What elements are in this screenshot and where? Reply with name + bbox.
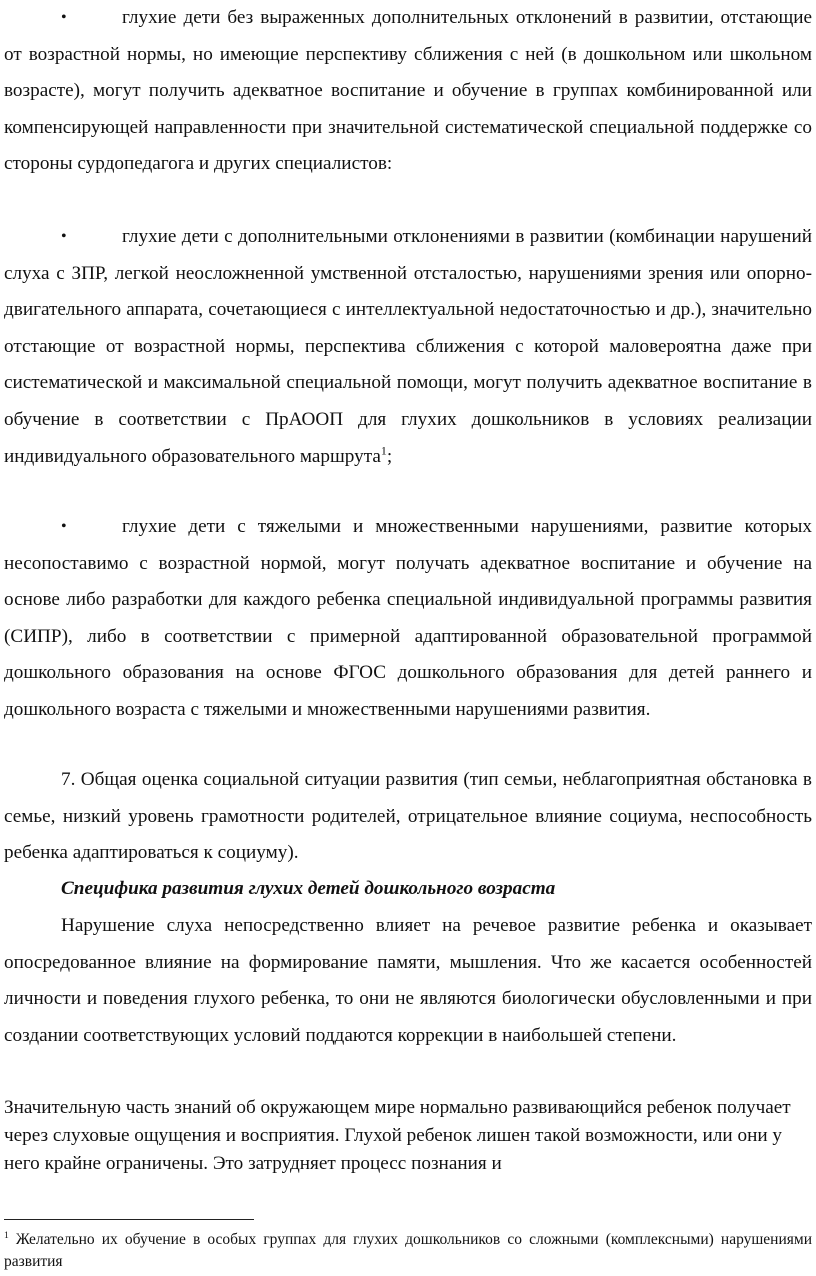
bullet-item-3: глухие дети с тяжелыми и множественными нарушениями, развитие которых несопоставимо с возрастной нормой, могут получать адекватное воспитание и обучение на основе либо разработки для каждого ребенка специальной индивидуальной программы развития (СИПР), либо в соответствии с примерной адаптированной образовательной программой дошкольного образования на основе ФГОС дошкольного образования для детей раннего и дошкольного возраста с тяжелыми и множественными нарушениями развития.	[4, 516, 812, 720]
bullet-item-2	[4, 219, 812, 475]
bullet-glyph-1: •	[61, 9, 67, 26]
body-paragraph-1: Нарушение слуха непосредственно влияет на речевое развитие ребенка и оказывает опосредованное влияние на формирование памяти, мышления. Что же касается особенностей личности и поведения глухого ребенка, то они не являются биологически обусловленными и при создании соответствующих условий поддаются коррекции в наибольшей степени.	[4, 915, 812, 1046]
footnote-separator	[4, 1219, 254, 1220]
bullet-glyph-3: •	[61, 518, 67, 535]
bullet-item-2-text: глухие дети с дополнительными отклонениями в развитии (комбинации нарушений слуха с ЗПР, легкой неосложненной умственной отсталостью, нарушениями зрения или опорно-двигательного аппарата, сочетающиеся с интеллектуальной недостаточностью и др.), значительно отстающие от возрастной нормы, перспектива сближения с которой маловероятна даже при систематической и максимальной специальной помощи, могут получить адекватное воспитание в обучение в соответствии с ПрАООП для глухих дошкольников в условиях реализации индивидуального образовательного маршрута	[4, 226, 812, 467]
bullet-item-1: глухие дети без выраженных дополнительных отклонений в развитии, отстающие от возрастной нормы, но имеющие перспективу сближения с ней (в дошкольном или школьном возрасте), могут получить адекватное воспитание и обучение в группах комбинированной или компенсирующей направленности при значительной систематической специальной поддержке со стороны сурдопедагога и других специалистов:	[4, 7, 812, 175]
footnote-text: Желательно их обучение в особых группах для глухих дошкольников со сложными (комплексными) нарушениями развития	[4, 1231, 813, 1270]
footnote-reference[interactable]: 1	[380, 443, 387, 458]
numbered-item-7: 7. Общая оценка социальной ситуации развития (тип семьи, неблагоприятная обстановка в семье, низкий уровень грамотности родителей, отрицательное влияние социума, неспособность ребенка адаптироваться к социуму).	[4, 769, 812, 864]
footnote-mark: 1	[4, 1229, 9, 1241]
footnote	[4, 1229, 812, 1273]
bullet-glyph-2: •	[61, 228, 67, 245]
section-heading: Специфика развития глухих детей дошкольного возраста	[61, 878, 556, 899]
bullet-item-2-tail: ;	[386, 445, 393, 467]
body-paragraph-2: Значительную часть знаний об окружающем мире нормально развивающийся ребенок получает через слуховые ощущения и восприятия. Глухой ребенок лишен такой возможности, или они у него крайне ограничены. Это затрудняет процесс познания и	[4, 1097, 791, 1174]
